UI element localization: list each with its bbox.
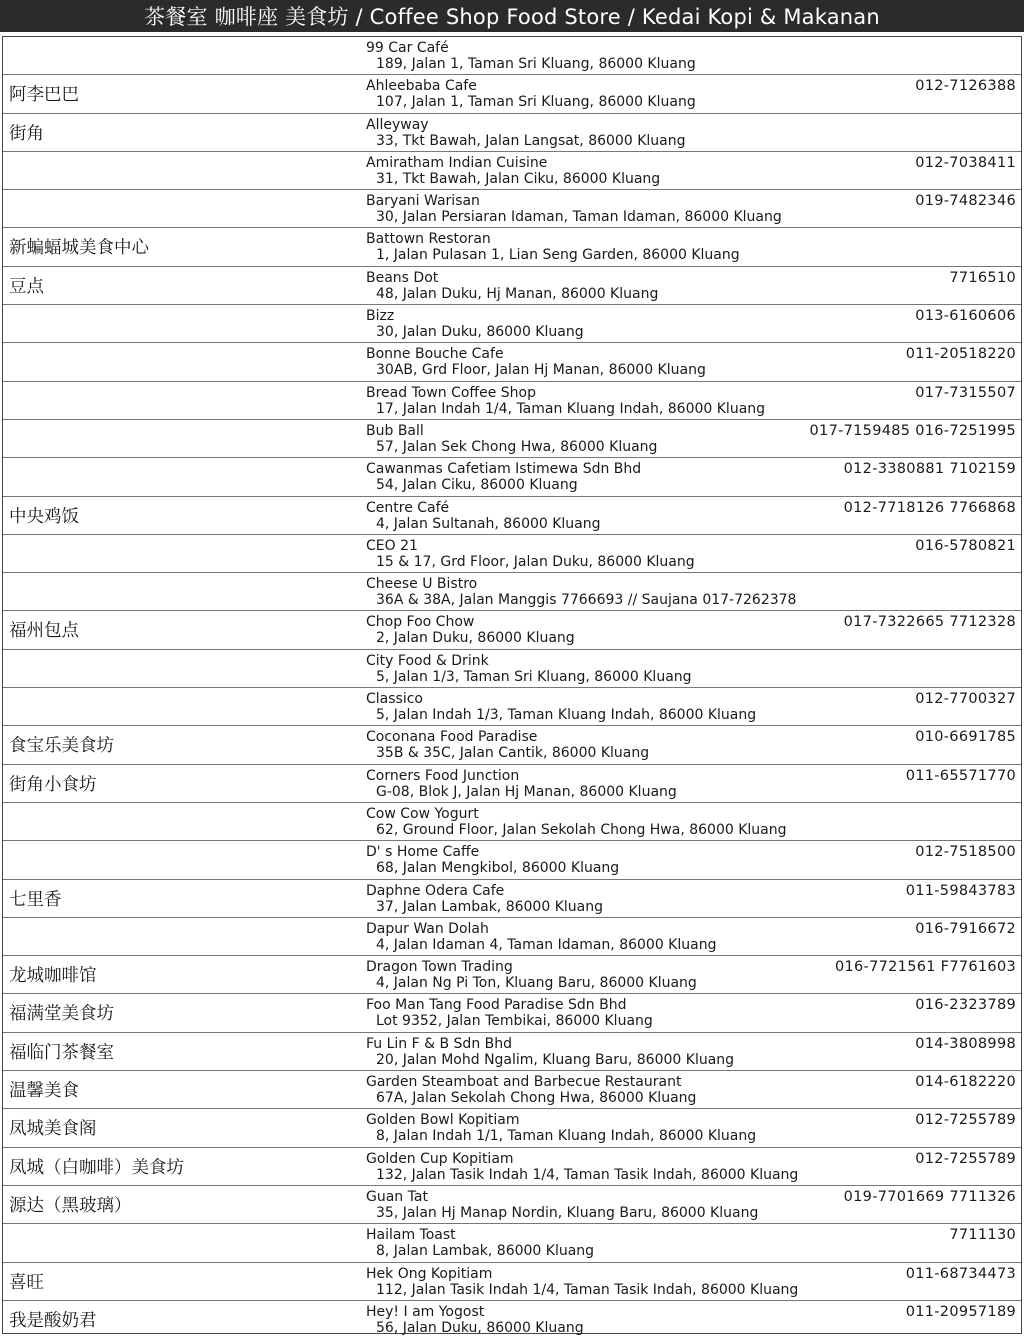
- business-address: G-08, Blok J, Jalan Hj Manan, 86000 Kluang: [376, 783, 677, 800]
- business-name: Classico: [366, 691, 423, 708]
- business-address: 67A, Jalan Sekolah Chong Hwa, 86000 Kluang: [376, 1090, 697, 1107]
- directory-entry: [3, 458, 1021, 496]
- business-name: Centre Café: [366, 499, 450, 516]
- business-name: Amiratham Indian Cuisine: [366, 154, 548, 171]
- directory-entry: [3, 956, 1021, 994]
- directory-entry: [3, 535, 1021, 573]
- directory-entry: [3, 75, 1021, 113]
- phone-number: 014-6182220: [915, 1074, 1016, 1091]
- chinese-name: 街角: [9, 123, 44, 144]
- chinese-name: 新蝙蝠城美食中心: [9, 238, 149, 259]
- directory-entry: [3, 688, 1021, 726]
- business-address: 68, Jalan Mengkibol, 86000 Kluang: [376, 860, 620, 877]
- business-name: Fu Lin F & B Sdn Bhd: [366, 1035, 513, 1052]
- business-address: 15 & 17, Grd Floor, Jalan Duku, 86000 Kluang: [376, 553, 695, 570]
- phone-number: 012-7518500: [915, 844, 1016, 861]
- phone-number: 012-7126388: [915, 78, 1016, 95]
- business-address: 8, Jalan Lambak, 86000 Kluang: [376, 1243, 595, 1260]
- directory-entry: [3, 1033, 1021, 1071]
- directory-entry: [3, 267, 1021, 305]
- business-name: Cawanmas Cafetiam Istimewa Sdn Bhd: [366, 461, 642, 478]
- phone-number: 011-68734473: [905, 1265, 1016, 1282]
- business-address: 54, Jalan Ciku, 86000 Kluang: [376, 477, 578, 494]
- business-name: Cheese U Bistro: [366, 576, 478, 593]
- directory-entry: [3, 1186, 1021, 1224]
- business-name: Hailam Toast: [366, 1227, 456, 1244]
- phone-number: 017-7159485 016-7251995: [809, 422, 1016, 439]
- phone-number: 011-65571770: [905, 767, 1016, 784]
- business-address: 30, Jalan Persiaran Idaman, Taman Idaman, 86000 Kluang: [376, 209, 782, 226]
- business-address: 4, Jalan Ng Pi Ton, Kluang Baru, 86000 Kluang: [376, 975, 697, 992]
- phone-number: 012-7700327: [915, 691, 1016, 708]
- business-address: 20, Jalan Mohd Ngalim, Kluang Baru, 86000 Kluang: [376, 1051, 735, 1068]
- phone-number: 014-3808998: [915, 1035, 1016, 1052]
- directory-entry: [3, 573, 1021, 611]
- chinese-name: 喜旺: [9, 1272, 44, 1293]
- business-name: Bread Town Coffee Shop: [366, 384, 536, 401]
- directory-entry: [3, 37, 1021, 75]
- business-address: 189, Jalan 1, Taman Sri Kluang, 86000 Kluang: [376, 56, 696, 72]
- page-header: [0, 0, 1024, 32]
- business-address: 4, Jalan Sultanah, 86000 Kluang: [376, 515, 601, 532]
- chinese-name: 温馨美食: [9, 1081, 79, 1102]
- directory-entry: [3, 152, 1021, 190]
- business-name: Bub Ball: [366, 422, 424, 439]
- business-address: 5, Jalan 1/3, Taman Sri Kluang, 86000 Kluang: [376, 668, 692, 685]
- chinese-name: 七里香: [9, 889, 62, 910]
- directory-entry: [3, 1071, 1021, 1109]
- directory-entry: [3, 1224, 1021, 1262]
- chinese-name: 凤城美食阁: [9, 1119, 97, 1140]
- directory-table: [2, 36, 1022, 1334]
- chinese-name: 源达（黑玻璃）: [9, 1195, 132, 1216]
- business-address: 8, Jalan Indah 1/1, Taman Kluang Indah, 86000 Kluang: [376, 1128, 757, 1145]
- business-name: Bonne Bouche Cafe: [366, 346, 504, 363]
- chinese-name: 凤城（白咖啡）美食坊: [9, 1157, 184, 1178]
- chinese-name: 阿李巴巴: [9, 85, 79, 106]
- phone-number: 017-7322665 7712328: [843, 614, 1016, 631]
- business-address: 35, Jalan Hj Manap Nordin, Kluang Baru, 86000 Kluang: [376, 1204, 759, 1221]
- business-address: 107, Jalan 1, Taman Sri Kluang, 86000 Kluang: [376, 94, 696, 111]
- directory-entry: [3, 497, 1021, 535]
- business-name: Corners Food Junction: [366, 767, 520, 784]
- directory-entry: [3, 305, 1021, 343]
- business-name: Guan Tat: [366, 1188, 428, 1205]
- business-name: Daphne Odera Cafe: [366, 882, 505, 899]
- directory-entry: [3, 343, 1021, 381]
- phone-number: 017-7315507: [915, 384, 1016, 401]
- business-address: 17, Jalan Indah 1/4, Taman Kluang Indah, 86000 Kluang: [376, 400, 766, 417]
- directory-entry: [3, 114, 1021, 152]
- business-name: City Food & Drink: [366, 652, 489, 669]
- directory-entry: [3, 1301, 1021, 1339]
- directory-entry: [3, 611, 1021, 649]
- directory-entry: [3, 228, 1021, 266]
- business-address: Lot 9352, Jalan Tembikai, 86000 Kluang: [376, 1013, 653, 1030]
- business-address: 31, Tkt Bawah, Jalan Ciku, 86000 Kluang: [376, 170, 661, 187]
- business-address: 48, Jalan Duku, Hj Manan, 86000 Kluang: [376, 285, 659, 302]
- business-name: Baryani Warisan: [366, 193, 480, 210]
- business-name: Golden Cup Kopitiam: [366, 1150, 514, 1167]
- phone-number: 019-7701669 7711326: [843, 1188, 1016, 1205]
- business-name: Bizz: [366, 308, 395, 325]
- phone-number: 7711130: [949, 1227, 1016, 1244]
- business-name: D' s Home Caffe: [366, 844, 480, 861]
- business-address: 62, Ground Floor, Jalan Sekolah Chong Hwa, 86000 Kluang: [376, 821, 787, 838]
- business-name: Chop Foo Chow: [366, 614, 475, 631]
- directory-entry: [3, 841, 1021, 879]
- business-address: 30, Jalan Duku, 86000 Kluang: [376, 324, 584, 341]
- business-address: 4, Jalan Idaman 4, Taman Idaman, 86000 Kluang: [376, 936, 717, 953]
- phone-number: 016-7916672: [915, 920, 1016, 937]
- business-address: 2, Jalan Duku, 86000 Kluang: [376, 630, 575, 647]
- business-name: Ahleebaba Cafe: [366, 78, 477, 95]
- phone-number: 012-7038411: [915, 154, 1016, 171]
- chinese-name: 龙城咖啡馆: [9, 966, 97, 987]
- phone-number: 019-7482346: [915, 193, 1016, 210]
- business-name: Dragon Town Trading: [366, 959, 513, 976]
- directory-entry: [3, 994, 1021, 1032]
- chinese-name: 食宝乐美食坊: [9, 736, 114, 757]
- business-address: 1, Jalan Pulasan 1, Lian Seng Garden, 86000 Kluang: [376, 247, 740, 264]
- phone-number: 011-20957189: [905, 1303, 1016, 1320]
- phone-number: 011-20518220: [905, 346, 1016, 363]
- business-address: 5, Jalan Indah 1/3, Taman Kluang Indah, 86000 Kluang: [376, 707, 757, 724]
- phone-number: 016-5780821: [915, 537, 1016, 554]
- business-address: 30AB, Grd Floor, Jalan Hj Manan, 86000 Kluang: [376, 362, 706, 379]
- business-address: 132, Jalan Tasik Indah 1/4, Taman Tasik Indah, 86000 Kluang: [376, 1166, 799, 1183]
- chinese-name: 中央鸡饭: [9, 506, 79, 527]
- business-name: CEO 21: [366, 537, 418, 554]
- business-name: Cow Cow Yogurt: [366, 805, 479, 822]
- chinese-name: 豆点: [9, 276, 44, 297]
- directory-entry: [3, 1148, 1021, 1186]
- directory-entry: [3, 1109, 1021, 1147]
- chinese-name: 福州包点: [9, 621, 79, 642]
- business-address: 57, Jalan Sek Chong Hwa, 86000 Kluang: [376, 438, 658, 455]
- phone-number: 012-7718126 7766868: [843, 499, 1016, 516]
- business-name: Beans Dot: [366, 269, 439, 286]
- page-title: 茶餐室 咖啡座 美食坊 / Coffee Shop Food Store / Kedai Kopi & Makanan: [144, 5, 880, 29]
- directory-entry: [3, 382, 1021, 420]
- business-name: Hey! I am Yogost: [366, 1303, 485, 1320]
- phone-number: 7716510: [949, 269, 1016, 286]
- phone-number: 012-7255789: [915, 1150, 1016, 1167]
- phone-number: 016-2323789: [915, 997, 1016, 1014]
- chinese-name: 我是酸奶君: [9, 1310, 97, 1331]
- chinese-name: 福满堂美食坊: [9, 1004, 114, 1025]
- business-name: 99 Car Café: [366, 40, 449, 56]
- business-name: Hek Ong Kopitiam: [366, 1265, 493, 1282]
- business-address: 33, Tkt Bawah, Jalan Langsat, 86000 Kluang: [376, 132, 686, 149]
- business-address: 37, Jalan Lambak, 86000 Kluang: [376, 898, 603, 915]
- phone-number: 012-7255789: [915, 1112, 1016, 1129]
- business-name: Foo Man Tang Food Paradise Sdn Bhd: [366, 997, 627, 1014]
- business-name: Garden Steamboat and Barbecue Restaurant: [366, 1074, 682, 1091]
- business-name: Golden Bowl Kopitiam: [366, 1112, 520, 1129]
- phone-number: 012-3380881 7102159: [843, 461, 1016, 478]
- business-name: Coconana Food Paradise: [366, 729, 538, 746]
- directory-entry: [3, 190, 1021, 228]
- directory-entry: [3, 420, 1021, 458]
- phone-number: 016-7721561 F7761603: [834, 959, 1016, 976]
- directory-entry: [3, 726, 1021, 764]
- business-name: Alleyway: [366, 116, 429, 133]
- directory-entry: [3, 765, 1021, 803]
- chinese-name: 街角小食坊: [9, 774, 97, 795]
- phone-number: 013-6160606: [915, 308, 1016, 325]
- phone-number: 011-59843783: [905, 882, 1016, 899]
- directory-entry: [3, 880, 1021, 918]
- business-name: Dapur Wan Dolah: [366, 920, 489, 937]
- chinese-name: 福临门茶餐室: [9, 1042, 114, 1063]
- phone-number: 010-6691785: [915, 729, 1016, 746]
- business-address: 35B & 35C, Jalan Cantik, 86000 Kluang: [376, 745, 650, 762]
- directory-entry: [3, 650, 1021, 688]
- directory-entry: [3, 803, 1021, 841]
- directory-entry: [3, 918, 1021, 956]
- business-address: 36A & 38A, Jalan Manggis 7766693 // Saujana 017-7262378: [376, 592, 797, 609]
- business-name: Battown Restoran: [366, 231, 491, 248]
- business-address: 56, Jalan Duku, 86000 Kluang: [376, 1319, 584, 1336]
- business-address: 112, Jalan Tasik Indah 1/4, Taman Tasik Indah, 86000 Kluang: [376, 1281, 799, 1298]
- directory-entry: [3, 1263, 1021, 1301]
